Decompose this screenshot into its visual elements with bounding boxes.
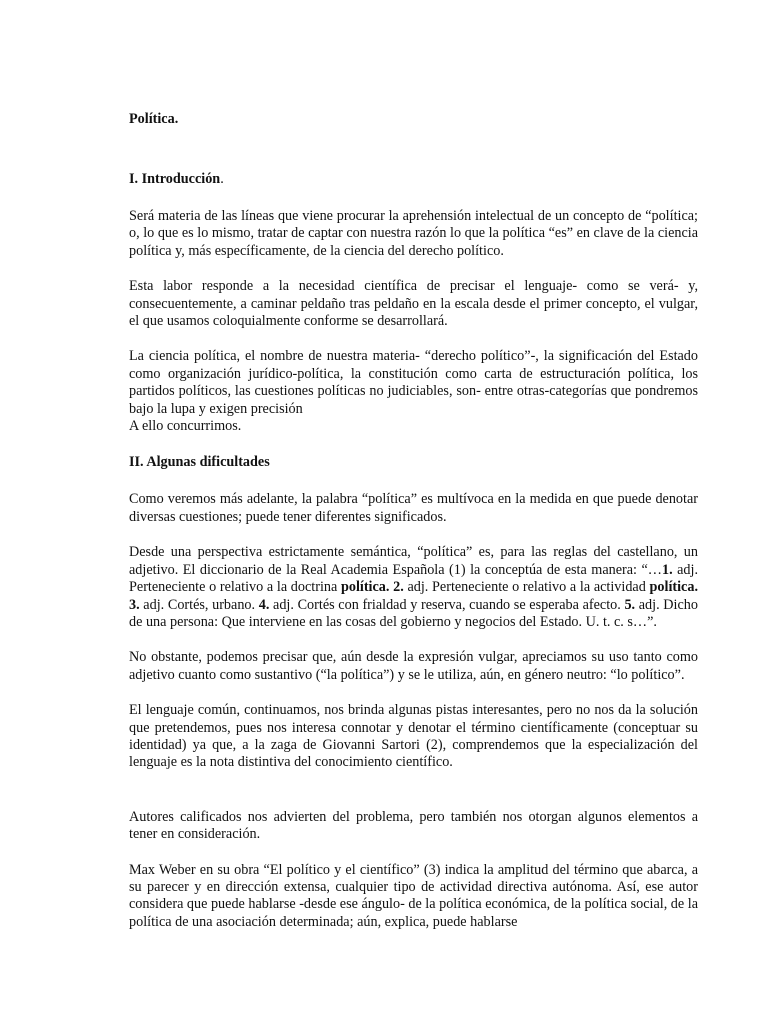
paragraph-dificultades-1: Como veremos más adelante, la palabra “política” es multívoca en la medida en que puede denotar diversas cuestiones; puede tener diferentes significados.	[129, 491, 698, 525]
section-heading-suffix: .	[220, 171, 224, 187]
section-heading-text: I. Introducción	[129, 171, 221, 187]
definition-text-4: adj. Cortés con frialdad y reserva, cuando se esperaba afecto.	[269, 596, 625, 613]
page-title: Política.	[129, 111, 179, 127]
definition-text-3: adj. Cortés, urbano.	[139, 596, 259, 613]
definition-word-1: política.	[340, 579, 390, 596]
definition-number-2: 2.	[389, 579, 404, 596]
section-heading-introduccion	[129, 170, 698, 189]
section-heading-dificultades: II. Algunas dificultades	[129, 454, 270, 471]
definition-text-1: adj. Perteneciente o relativo a la doctrina	[129, 561, 698, 596]
paragraph-intro-1: Será materia de las líneas que viene procurar la aprehensión intelectual de un concepto de “política; o, lo que es lo mismo, tratar de captar con nuestra razón lo que la política “es” en clave de la ciencia política y, más específicamente, de la ciencia del derecho político.	[129, 208, 698, 259]
paragraph-dificultades-2: No obstante, podemos precisar que, aún desde la expresión vulgar, apreciamos su uso tanto como adjetivo cuanto como sustantivo (“la política”) y se le utiliza, aún, en género neutro: “lo político”.	[129, 649, 698, 683]
paragraph-intro-3-text: La ciencia política, el nombre de nuestra materia- “derecho político”-, la significación del Estado como organización jurídico-política, la constitución como carta de estructuración política, los partidos políticos, las cuestiones políticas no judiciables, son- entre otras-categorías que pondremos bajo la lupa y exigen precisión	[129, 348, 698, 417]
definition-number-3: 3.	[129, 596, 140, 613]
definition-word-2: política.	[649, 579, 698, 596]
paragraph-intro-3	[129, 348, 698, 435]
definition-number-1: 1.	[661, 561, 673, 578]
paragraph-intro-3-closing: A ello concurrimos.	[129, 418, 242, 435]
paragraph-dificultades-5: Max Weber en su obra “El político y el científico” (3) indica la amplitud del término que abarca, a su parecer y en dirección extensa, cualquier tipo de actividad directiva autónoma. Así, ese autor considera que puede hablarse -desde ese ángulo- de la política económica, de la política social, de la política de una asociación determinada; aún, explica, puede hablarse	[129, 861, 698, 930]
definition-number-5: 5.	[624, 596, 636, 613]
definition-text-5: adj. Dicho de una persona: Que interviene en las cosas del gobierno y negocios del Estado. U. t. c. s…”.	[129, 596, 698, 630]
paragraph-dictionary-definition	[129, 544, 698, 631]
definition-text-2: adj. Perteneciente o relativo a la actividad	[403, 579, 650, 596]
definition-intro: Desde una perspectiva estrictamente semántica, “política” es, para las reglas del castellano, un adjetivo. El diccionario de la Real Academia Española (1) la conceptúa de esta manera: “…	[129, 544, 698, 578]
paragraph-dificultades-4: Autores calificados nos advierten del problema, pero también nos otorgan algunos elementos a tener en consideración.	[129, 808, 698, 843]
definition-number-4: 4.	[258, 596, 270, 613]
paragraph-dificultades-3: El lenguaje común, continuamos, nos brinda algunas pistas interesantes, pero no nos da la solución que pretendemos, pues nos interesa connotar y denotar el término científicamente (conceptuar su identidad) ya que, a la zaga de Giovanni Sartori (2), comprendemos que la especialización del lenguaje es la nota distintiva del conocimiento científico.	[129, 702, 698, 771]
paragraph-intro-2: Esta labor responde a la necesidad científica de precisar el lenguaje- como se verá- y, consecuentemente, a caminar peldaño tras peldaño en la escala desde el primer concepto, el vulgar, el que usamos coloquialmente conforme se desarrollará.	[129, 278, 698, 330]
